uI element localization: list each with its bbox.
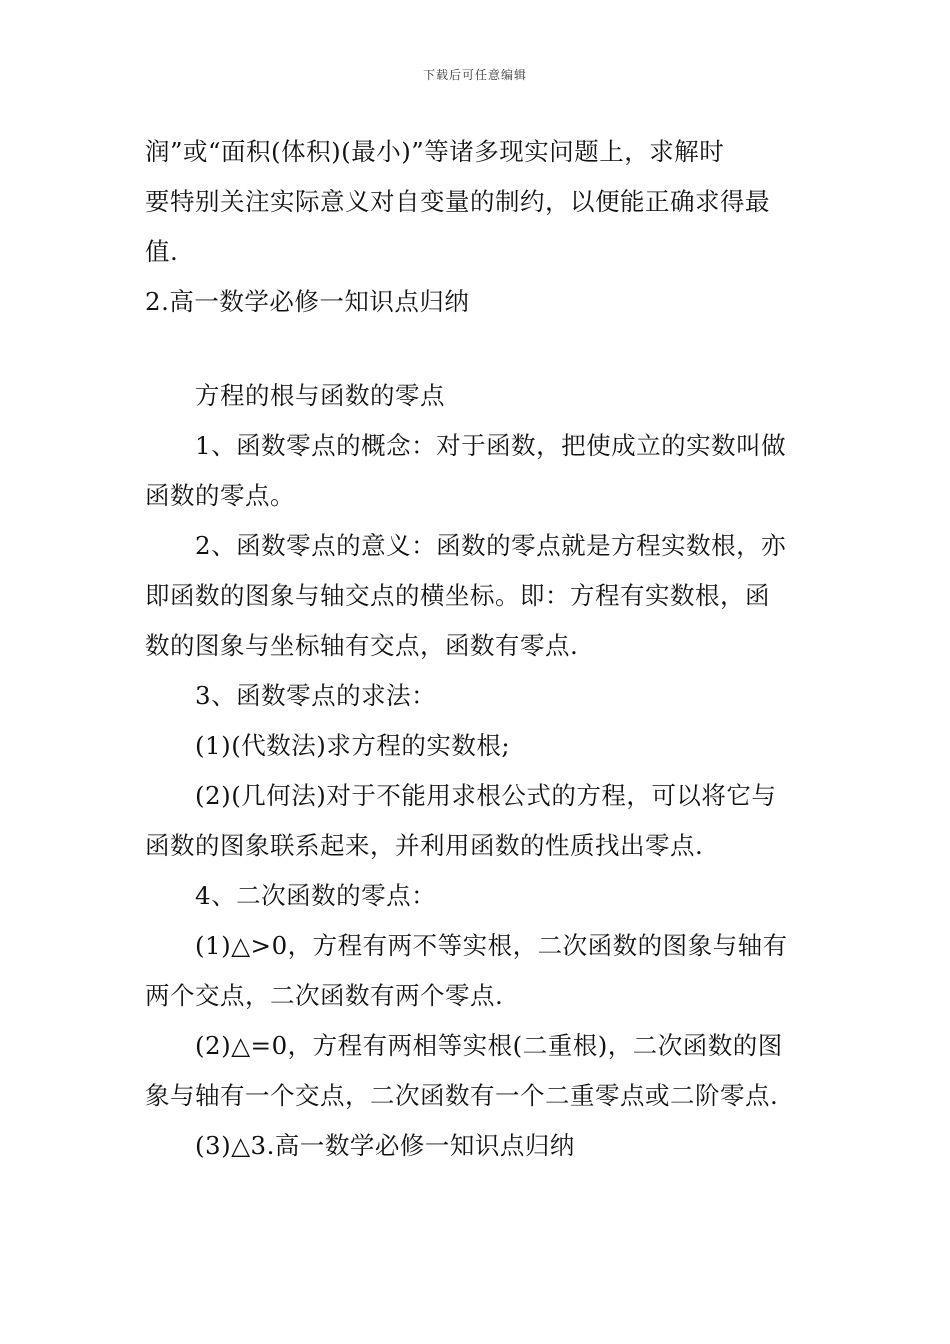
text-line: 函数的零点。	[145, 481, 295, 510]
text-line: (3)△3.高一数学必修一知识点归纳	[195, 1131, 575, 1160]
section-heading: 2.高一数学必修一知识点归纳	[145, 287, 470, 316]
text-line: 润”或“面积(体积)(最小)”等诸多现实问题上，求解时	[145, 137, 725, 166]
text-line: 4、二次函数的零点：	[195, 881, 437, 910]
text-line: 两个交点，二次函数有两个零点.	[145, 981, 504, 1010]
page-header: 下载后可任意编辑	[422, 68, 527, 82]
subsection-heading: 方程的根与函数的零点	[195, 381, 445, 410]
text-line: 1、函数零点的概念：对于函数，把使成立的实数叫做	[195, 431, 787, 460]
document-body	[145, 127, 813, 1171]
text-line: (2)△=0，方程有两相等实根(二重根)，二次函数的图	[195, 1031, 783, 1060]
text-line: 函数的图象联系起来，并利用函数的性质找出零点.	[145, 831, 704, 860]
text-line: 数的图象与坐标轴有交点，函数有零点.	[145, 631, 579, 660]
text-line: (1)△>0，方程有两不等实根，二次函数的图象与轴有	[195, 931, 788, 960]
text-line: 2、函数零点的意义：函数的零点就是方程实数根，亦	[195, 531, 787, 560]
text-line: 值.	[145, 237, 179, 266]
text-line: (1)(代数法)求方程的实数根;	[195, 731, 511, 760]
text-line: 3、函数零点的求法：	[195, 681, 437, 710]
text-line: 象与轴有一个交点，二次函数有一个二重零点或二阶零点.	[145, 1081, 779, 1110]
text-line: 要特别关注实际意义对自变量的制约，以便能正确求得最	[145, 187, 770, 216]
text-line: 即函数的图象与轴交点的横坐标。即：方程有实数根，函	[145, 581, 770, 610]
blank-gap	[145, 327, 813, 371]
text-line: (2)(几何法)对于不能用求根公式的方程，可以将它与	[195, 781, 777, 810]
